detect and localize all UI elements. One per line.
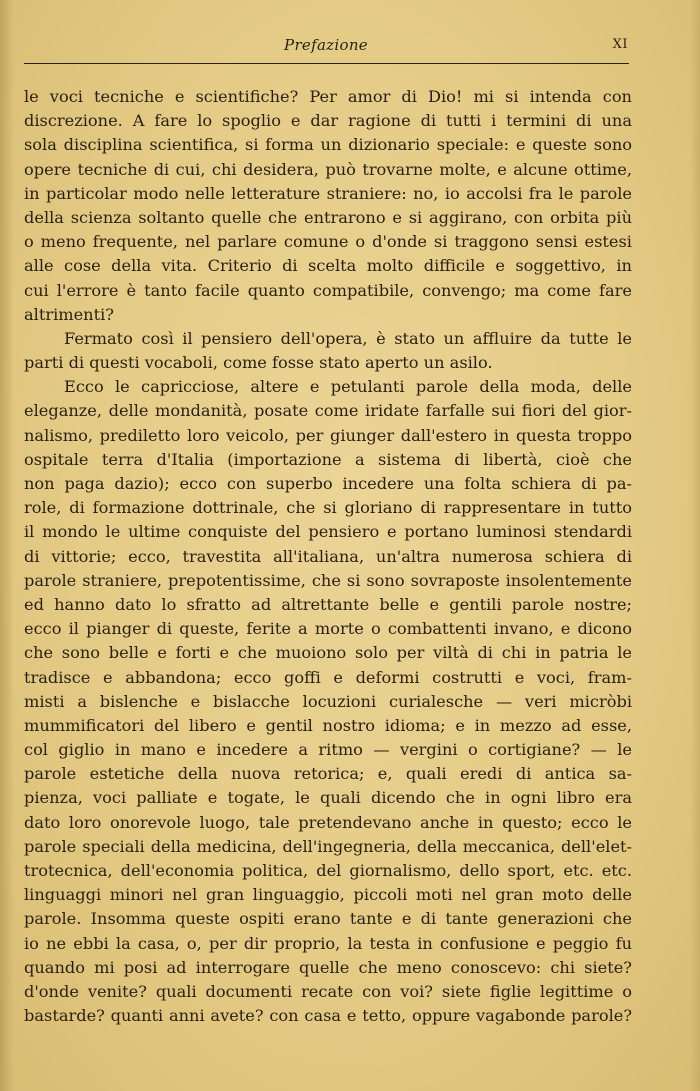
text-line: col giglio in mano e incedere a ritmo — vergini o cortigiane? — le — [24, 740, 632, 760]
text-line: parole speciali della medicina, dell'ingegneria, della meccanica, dell'elet- — [24, 836, 632, 856]
text-line: parti di questi vocaboli, come fosse stato aperto un asilo. — [24, 353, 493, 373]
text-line: quando mi posi ad interrogare quelle che meno conoscevo: chi siete? — [24, 957, 632, 977]
text-line: io ne ebbi la casa, o, per dir proprio, la testa in confusione e peggio fu — [24, 933, 632, 953]
text-line: o meno frequente, nel parlare comune o d'onde si traggono sensi estesi — [24, 232, 632, 252]
text-line: Ecco le capricciose, altere e petulanti parole della moda, delle — [64, 377, 632, 397]
text-line: ecco il pianger di queste, ferite a morte o combattenti invano, e dicono — [24, 619, 632, 639]
text-line: role, di formazione dottrinale, che si gloriano di rappresentare in tutto — [24, 498, 632, 518]
text-line: trotecnica, dell'economia politica, del giornalismo, dello sport, etc. etc. — [24, 861, 632, 880]
page-header — [24, 36, 628, 58]
text-line: misti a bislenche e bislacche locuzioni curialesche — veri micròbi — [24, 691, 632, 711]
text-line: nalismo, prediletto loro veicolo, per giunger dall'estero in questa troppo — [24, 425, 632, 445]
text-line: eleganze, delle mondanità, posate come iridate farfalle sui fiori del gior- — [24, 401, 632, 421]
text-line: discrezione. A fare lo spoglio e dar ragione di tutti i termini di una — [24, 111, 632, 131]
text-line: sola disciplina scientifica, si forma un dizionario speciale: e queste sono — [24, 135, 632, 155]
running-title: Prefazione — [284, 36, 368, 54]
header-rule — [24, 63, 629, 64]
text-line: ospitale terra d'Italia (importazione a sistema di libertà, cioè che — [24, 449, 632, 469]
text-line: altrimenti? — [24, 304, 114, 324]
text-line: parole. Insomma queste ospiti erano tante e di tante generazioni che — [24, 909, 632, 929]
text-line: cui l'errore è tanto facile quanto compatibile, convengo; ma come fare — [24, 280, 632, 300]
text-line: dato loro onorevole luogo, tale pretendevano anche in questo; ecco le — [24, 812, 632, 832]
text-line: della scienza soltanto quelle che entrarono e si aggirano, con orbita più — [24, 207, 632, 227]
text-line: ed hanno dato lo sfratto ad altrettante belle e gentili parole nostre; — [24, 594, 632, 614]
text-line: che sono belle e forti e che muoiono solo per viltà di chi in patria le — [24, 643, 632, 663]
text-line: il mondo le ultime conquiste del pensiero e portano luminosi stendardi — [24, 522, 632, 542]
text-line: pienza, voci palliate e togate, le quali dicendo che in ogni libro era — [24, 788, 632, 808]
page-number: XI — [612, 37, 628, 52]
text-line: parole straniere, prepotentissime, che si sono sovraposte insolentemente — [24, 570, 632, 590]
text-line: opere tecniche di cui, chi desidera, può trovarne molte, e alcune ottime, — [24, 159, 632, 179]
text-line: non paga dazio); ecco con superbo incedere una folta schiera di pa- — [24, 474, 632, 493]
body-text — [24, 85, 632, 1028]
text-line: di vittorie; ecco, travestita all'italiana, un'altra numerosa schiera di — [24, 546, 632, 566]
text-line: linguaggi minori nel gran linguaggio, piccoli moti nel gran moto delle — [24, 885, 632, 905]
page-right-shadow — [690, 0, 700, 1091]
text-line: bastarde? quanti anni avete? con casa e tetto, oppure vagabonde parole? — [24, 1006, 632, 1026]
text-line: tradisce e abbandona; ecco goffi e deformi costrutti e voci, fram- — [24, 667, 632, 687]
page-left-shadow — [0, 0, 14, 1091]
text-line: le voci tecniche e scientifiche? Per amor di Dio! mi si intenda con — [24, 87, 632, 106]
text-line: parole estetiche della nuova retorica; e, quali eredi di antica sa- — [24, 764, 632, 784]
text-line: mummificatori del libero e gentil nostro idioma; e in mezzo ad esse, — [24, 715, 632, 735]
text-line: d'onde venite? quali documenti recate con voi? siete figlie legittime o — [24, 981, 632, 1001]
text-line: alle cose della vita. Criterio di scelta molto difficile e soggettivo, in — [24, 256, 632, 276]
text-line: Fermato così il pensiero dell'opera, è stato un affluire da tutte le — [64, 328, 632, 348]
text-line: in particolar modo nelle letterature straniere: no, io accolsi fra le parole — [24, 183, 632, 203]
